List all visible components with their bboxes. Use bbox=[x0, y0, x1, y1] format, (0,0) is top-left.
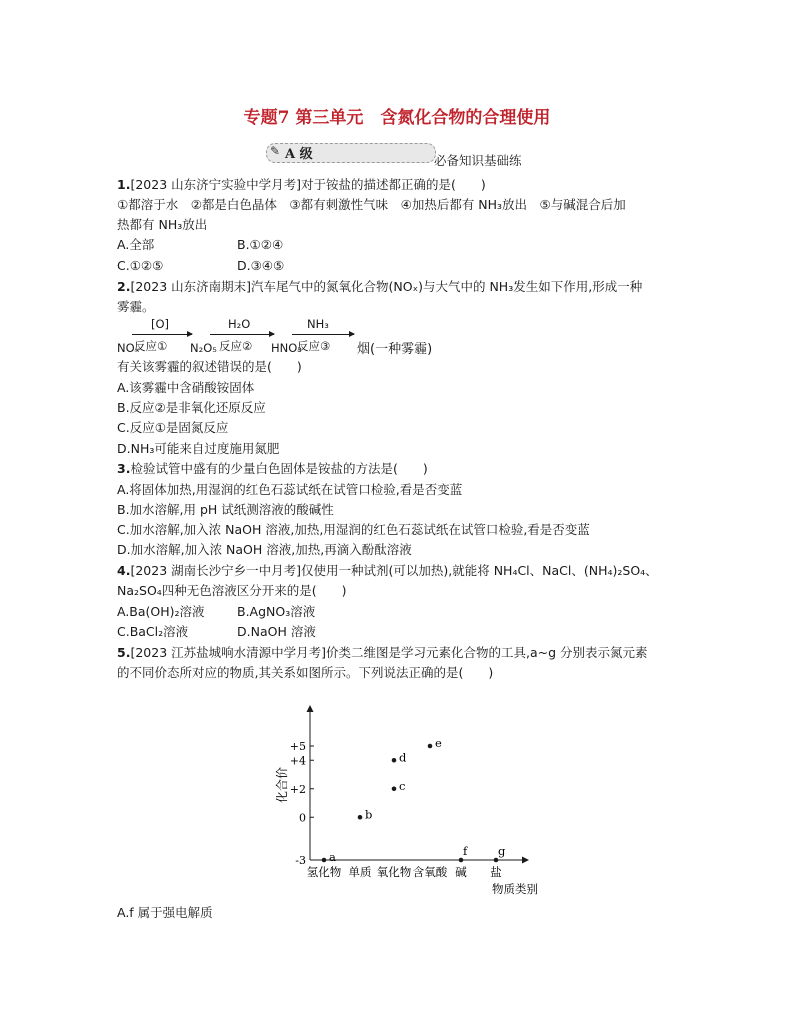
species-n2o5: N₂O₅ bbox=[190, 341, 217, 355]
option-d: D.③④⑤ bbox=[237, 258, 285, 273]
species-hno3: HNO₃ bbox=[271, 341, 302, 355]
question-4-stem bbox=[117, 562, 658, 580]
option-c: C.反应①是固氮反应 bbox=[117, 420, 229, 435]
x-axis-title: 物质类别 bbox=[492, 882, 538, 896]
reaction-arrow bbox=[132, 334, 192, 335]
y-tick-label: +2 bbox=[289, 782, 306, 796]
question-text: [2023 山东济宁实验中学月考]对于铵盐的描述都正确的是( ) bbox=[130, 177, 486, 192]
data-point bbox=[392, 786, 397, 791]
x-tick-label: 氧化物 bbox=[376, 865, 412, 879]
data-point bbox=[322, 858, 327, 863]
reaction-step-label: 反应② bbox=[219, 339, 253, 353]
data-point bbox=[358, 815, 363, 820]
y-tick-label: 0 bbox=[299, 811, 306, 825]
question-number: 4. bbox=[117, 563, 131, 578]
question-3-stem bbox=[117, 460, 428, 478]
question-4-line2: Na₂SO₄四种无色溶液区分开来的是( ) bbox=[117, 583, 347, 598]
reagent-label: [O] bbox=[151, 317, 170, 331]
option-c: C.①②⑤ bbox=[117, 258, 164, 273]
option-b: B.加水溶解,用 pH 试纸测溶液的酸碱性 bbox=[117, 502, 334, 517]
data-point bbox=[494, 858, 499, 863]
x-tick-label: 单质 bbox=[348, 865, 372, 879]
question-number: 1. bbox=[117, 177, 131, 192]
reaction-step-label: 反应① bbox=[134, 339, 168, 353]
question-text: [2023 江苏盐城响水清源中学月考]价类二维图是学习元素化合物的工具,a~g 分别表示氮元素 bbox=[130, 645, 648, 660]
question-number: 5. bbox=[117, 645, 131, 660]
reaction-arrow bbox=[292, 334, 354, 335]
data-label: e bbox=[435, 736, 442, 750]
data-label: d bbox=[399, 750, 407, 765]
question-5-stem bbox=[117, 644, 648, 662]
data-label: c bbox=[399, 778, 406, 793]
data-label: a bbox=[329, 850, 336, 864]
question-2-line3: 有关该雾霾的叙述错误的是( ) bbox=[117, 359, 302, 374]
page-title: 专题7 第三单元 含氮化合物的合理使用 bbox=[243, 108, 551, 128]
question-1-line3: 热都有 NH₃放出 bbox=[117, 217, 208, 232]
data-point bbox=[459, 858, 464, 863]
pencil-icon: ✎ bbox=[270, 144, 281, 158]
y-axis-title: 化合价 bbox=[275, 766, 289, 804]
x-tick-label: 氢化物 bbox=[306, 865, 342, 879]
species-smoke: 烟(一种雾霾) bbox=[357, 342, 433, 357]
question-text: 检验试管中盛有的少量白色固体是铵盐的方法是( ) bbox=[130, 461, 428, 476]
reagent-label: H₂O bbox=[228, 317, 251, 331]
species-nox: NOₓ bbox=[117, 341, 140, 355]
y-tick-label: -3 bbox=[295, 854, 306, 867]
valence-class-chart bbox=[260, 690, 550, 900]
option-a: A.Ba(OH)₂溶液 bbox=[117, 604, 205, 619]
data-label: g bbox=[498, 844, 506, 858]
data-point bbox=[428, 744, 433, 749]
option-d: D.加水溶解,加入浓 NaOH 溶液,加热,再滴入酚酞溶液 bbox=[117, 542, 412, 557]
option-b: B.反应②是非氧化还原反应 bbox=[117, 400, 266, 415]
option-b: B.AgNO₃溶液 bbox=[237, 604, 316, 619]
option-c: C.BaCl₂溶液 bbox=[117, 624, 189, 639]
reagent-label: NH₃ bbox=[307, 317, 329, 331]
question-text: [2023 湖南长沙宁乡一中月考]仅使用一种试剂(可以加热),就能将 NH₄Cl、NaCl、(NH₄)₂SO₄、 bbox=[130, 563, 658, 578]
data-point bbox=[392, 758, 397, 763]
question-2-stem bbox=[117, 278, 642, 296]
option-b: B.①②④ bbox=[237, 237, 284, 252]
x-tick-label: 含氧酸 bbox=[412, 865, 448, 879]
question-number: 2. bbox=[117, 279, 131, 294]
option-a: A.f 属于强电解质 bbox=[117, 905, 213, 920]
option-c: C.加水溶解,加入浓 NaOH 溶液,加热,用湿润的红色石蕊试纸在试管口检验,看是否变蓝 bbox=[117, 522, 590, 537]
reaction-step-label: 反应③ bbox=[297, 339, 331, 353]
level-label: A 级 bbox=[285, 147, 313, 162]
option-a: A.全部 bbox=[117, 237, 155, 252]
option-d: D.NH₃可能来自过度施用氮肥 bbox=[117, 441, 280, 456]
option-a: A.该雾霾中含硝酸铵固体 bbox=[117, 380, 255, 395]
question-text: [2023 山东济南期末]汽车尾气中的氮氧化合物(NOₓ)与大气中的 NH₃发生如下作用,形成一种 bbox=[130, 279, 643, 294]
y-tick-label: +4 bbox=[289, 754, 306, 768]
question-1-stem bbox=[117, 176, 486, 194]
question-5-line2: 的不同价态所对应的物质,其关系如图所示。下列说法正确的是( ) bbox=[117, 665, 494, 680]
reaction-arrow bbox=[210, 334, 274, 335]
data-label: b bbox=[365, 807, 373, 822]
option-d: D.NaOH 溶液 bbox=[237, 624, 316, 639]
question-2-line2: 雾霾。 bbox=[117, 299, 155, 314]
question-number: 3. bbox=[117, 461, 131, 476]
y-tick-label: +5 bbox=[289, 740, 306, 753]
section-subtitle: 必备知识基础练 bbox=[434, 153, 522, 168]
x-tick-label: 碱 bbox=[455, 865, 467, 879]
option-a: A.将固体加热,用湿润的红色石蕊试纸在试管口检验,看是否变蓝 bbox=[117, 482, 463, 497]
data-label: f bbox=[463, 844, 468, 858]
x-tick-label: 盐 bbox=[490, 865, 502, 879]
question-1-line2: ①都溶于水 ②都是白色晶体 ③都有刺激性气味 ④加热后都有 NH₃放出 ⑤与碱混合后加 bbox=[117, 197, 626, 212]
